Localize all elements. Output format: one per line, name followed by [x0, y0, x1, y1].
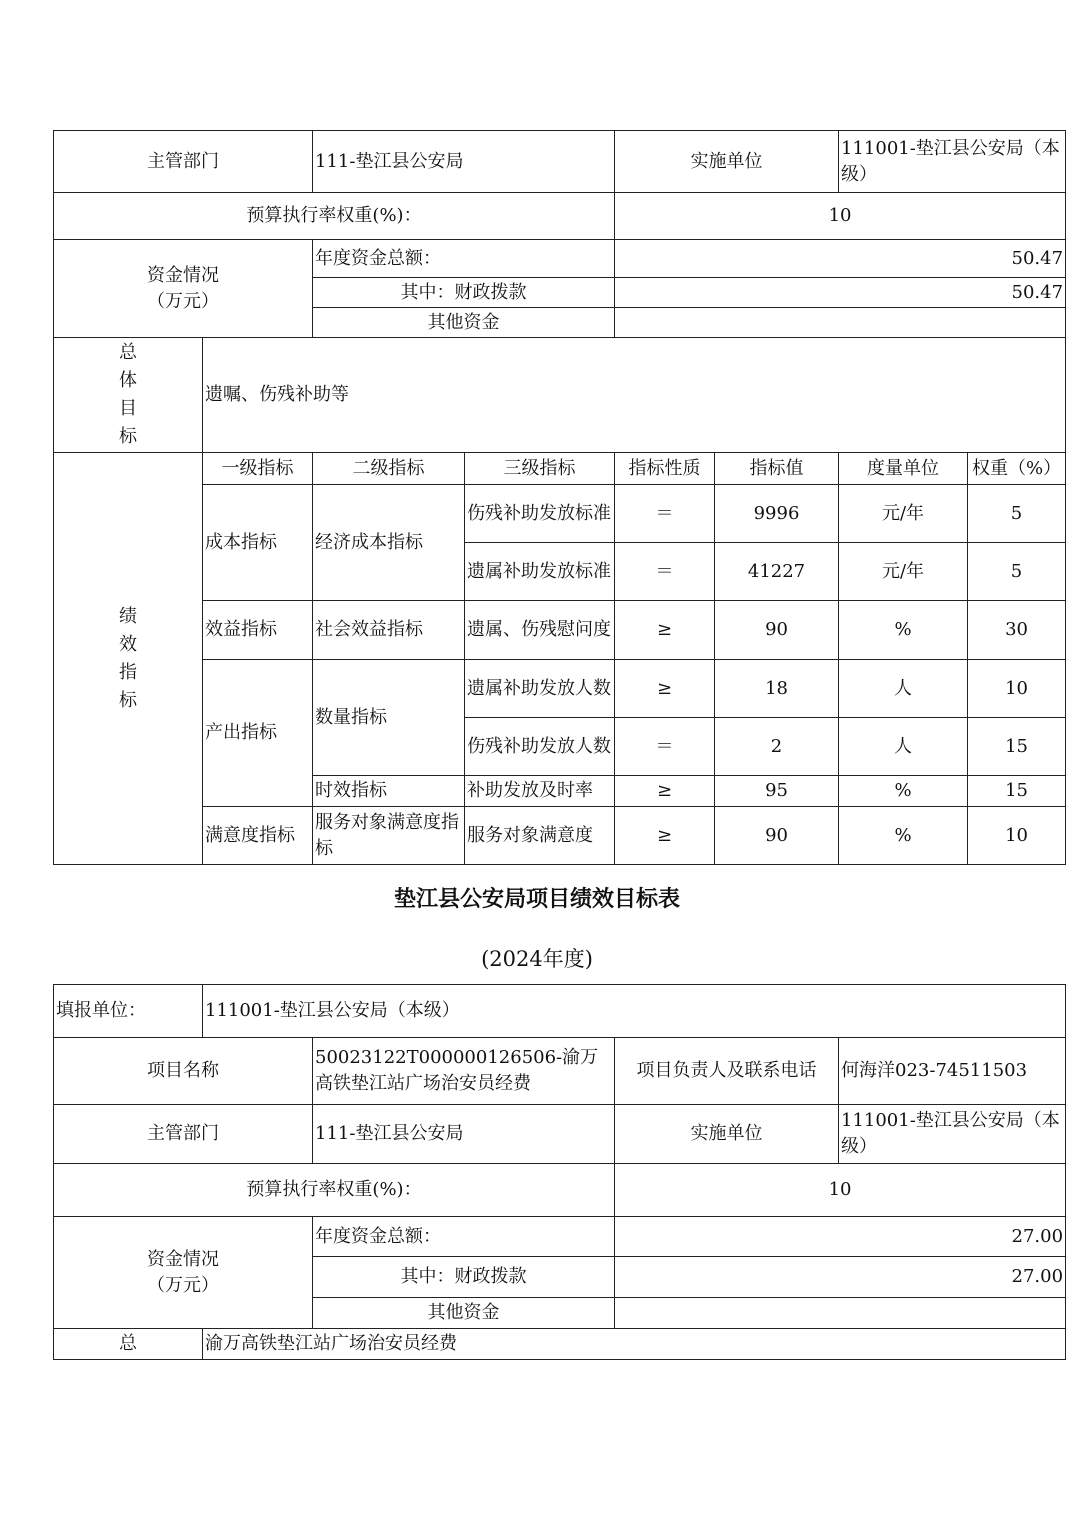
- weight-cell: 10: [968, 807, 1066, 865]
- filler-label: 填报单位：: [54, 985, 203, 1038]
- level2-cell: 数量指标: [313, 660, 465, 776]
- level1-cell: 成本指标: [203, 485, 313, 601]
- dept-value: 111-垫江县公安局: [313, 131, 615, 193]
- filler-value: 111001-垫江县公安局（本级）: [203, 985, 1066, 1038]
- performance-table-2: [53, 984, 1066, 1360]
- fund-total-label: 年度资金总额：: [313, 240, 615, 278]
- header-cell: 三级指标: [465, 453, 615, 485]
- fund-label-text: 资金情况（万元）: [147, 1248, 219, 1296]
- level1-cell: 满意度指标: [203, 807, 313, 865]
- level2-cell: 经济成本指标: [313, 485, 465, 601]
- contact-label: 项目负责人及联系电话: [615, 1038, 839, 1105]
- level3-cell: 服务对象满意度: [465, 807, 615, 865]
- goal-char: 标: [119, 426, 137, 447]
- level1-cell: 效益指标: [203, 601, 313, 660]
- unit-cell: 人: [839, 718, 968, 776]
- level2-cell: 时效指标: [313, 776, 465, 807]
- header-cell: 一级指标: [203, 453, 313, 485]
- fund-fiscal-value: 27.00: [615, 1257, 1066, 1298]
- level3-cell: 遗属补助发放人数: [465, 660, 615, 718]
- header-cell: 指标值: [715, 453, 839, 485]
- unit-cell: %: [839, 601, 968, 660]
- fund-other-value: [615, 308, 1066, 338]
- value-cell: 18: [715, 660, 839, 718]
- value-cell: 90: [715, 601, 839, 660]
- perf-char: 效: [119, 633, 137, 655]
- nature-cell: ＝: [615, 718, 715, 776]
- unit-cell: 人: [839, 660, 968, 718]
- nature-cell: ≥: [615, 776, 715, 807]
- level2-cell: 社会效益指标: [313, 601, 465, 660]
- nature-cell: ＝: [615, 543, 715, 601]
- fund-other-label: 其他资金: [313, 308, 615, 338]
- value-cell: 9996: [715, 485, 839, 543]
- level1-cell: 产出指标: [203, 660, 313, 807]
- value-cell: 41227: [715, 543, 839, 601]
- goal-char: 总: [119, 342, 137, 363]
- table-row: [54, 807, 1066, 865]
- goal-char: 体: [119, 370, 137, 391]
- level3-cell: 伤残补助发放人数: [465, 718, 615, 776]
- impl-value: 111001-垫江县公安局（本级）: [839, 131, 1066, 193]
- unit-cell: %: [839, 807, 968, 865]
- weight-cell: 15: [968, 718, 1066, 776]
- project-name-label: 项目名称: [54, 1038, 313, 1105]
- weight-cell: 5: [968, 543, 1066, 601]
- document-title: 垫江县公安局项目绩效目标表: [393, 886, 680, 912]
- perf-char: 绩: [119, 605, 137, 627]
- header-cell: 度量单位: [839, 453, 968, 485]
- level2-cell: 服务对象满意度指标: [313, 807, 465, 865]
- fund-other-label: 其他资金: [313, 1298, 615, 1329]
- table-row: [54, 485, 1066, 543]
- unit-cell: %: [839, 776, 968, 807]
- level3-cell: 伤残补助发放标准: [465, 485, 615, 543]
- goal-char: 目: [119, 398, 137, 419]
- unit-cell: 元/年: [839, 543, 968, 601]
- budget-weight-value: 10: [615, 193, 1066, 240]
- dept-label: 主管部门: [54, 131, 313, 193]
- goal-value: 渝万高铁垫江站广场治安员经费: [203, 1329, 1066, 1360]
- nature-cell: ＝: [615, 485, 715, 543]
- performance-table-1: [53, 130, 1066, 865]
- fund-fiscal-label: 其中：财政拨款: [313, 278, 615, 308]
- level3-cell: 遗属、伤残慰问度: [465, 601, 615, 660]
- budget-weight-value: 10: [615, 1164, 1066, 1217]
- level3-cell: 遗属补助发放标准: [465, 543, 615, 601]
- perf-char: 指: [119, 661, 137, 683]
- table-row: [54, 601, 1066, 660]
- nature-cell: ≥: [615, 601, 715, 660]
- fund-other-value: [615, 1298, 1066, 1329]
- nature-cell: ≥: [615, 660, 715, 718]
- table-row: [54, 660, 1066, 718]
- impl-value: 111001-垫江县公安局（本级）: [839, 1105, 1066, 1164]
- fund-total-value: 27.00: [615, 1217, 1066, 1257]
- perf-label: [54, 453, 203, 865]
- weight-cell: 5: [968, 485, 1066, 543]
- fund-total-label: 年度资金总额：: [313, 1217, 615, 1257]
- project-name-value: 50023122T000000126506-渝万高铁垫江站广场治安员经费: [313, 1038, 615, 1105]
- dept-value: 111-垫江县公安局: [313, 1105, 615, 1164]
- nature-cell: ≥: [615, 807, 715, 865]
- fund-total-value: 50.47: [615, 240, 1066, 278]
- weight-cell: 10: [968, 660, 1066, 718]
- goal-label: [54, 338, 203, 453]
- dept-label: 主管部门: [54, 1105, 313, 1164]
- fund-fiscal-value: 50.47: [615, 278, 1066, 308]
- level3-cell: 补助发放及时率: [465, 776, 615, 807]
- fund-label-text: 资金情况（万元）: [147, 264, 219, 312]
- header-cell: 权重（%）: [968, 453, 1066, 485]
- header-cell: 二级指标: [313, 453, 465, 485]
- value-cell: 90: [715, 807, 839, 865]
- budget-weight-label: 预算执行率权重(%)：: [54, 1164, 615, 1217]
- impl-label: 实施单位: [615, 1105, 839, 1164]
- perf-char: 标: [119, 689, 137, 711]
- header-cell: 指标性质: [615, 453, 715, 485]
- value-cell: 2: [715, 718, 839, 776]
- fund-label: [54, 1217, 313, 1329]
- budget-weight-label: 预算执行率权重(%)：: [54, 193, 615, 240]
- unit-cell: 元/年: [839, 485, 968, 543]
- contact-value: 何海洋023-74511503: [839, 1038, 1066, 1105]
- value-cell: 95: [715, 776, 839, 807]
- document-subtitle: (2024年度): [481, 947, 593, 971]
- fund-fiscal-label: 其中：财政拨款: [313, 1257, 615, 1298]
- weight-cell: 15: [968, 776, 1066, 807]
- weight-cell: 30: [968, 601, 1066, 660]
- goal-value: 遗嘱、伤残补助等: [203, 338, 1066, 453]
- goal-label: 总: [54, 1329, 203, 1360]
- impl-label: 实施单位: [615, 131, 839, 193]
- fund-label: [54, 240, 313, 338]
